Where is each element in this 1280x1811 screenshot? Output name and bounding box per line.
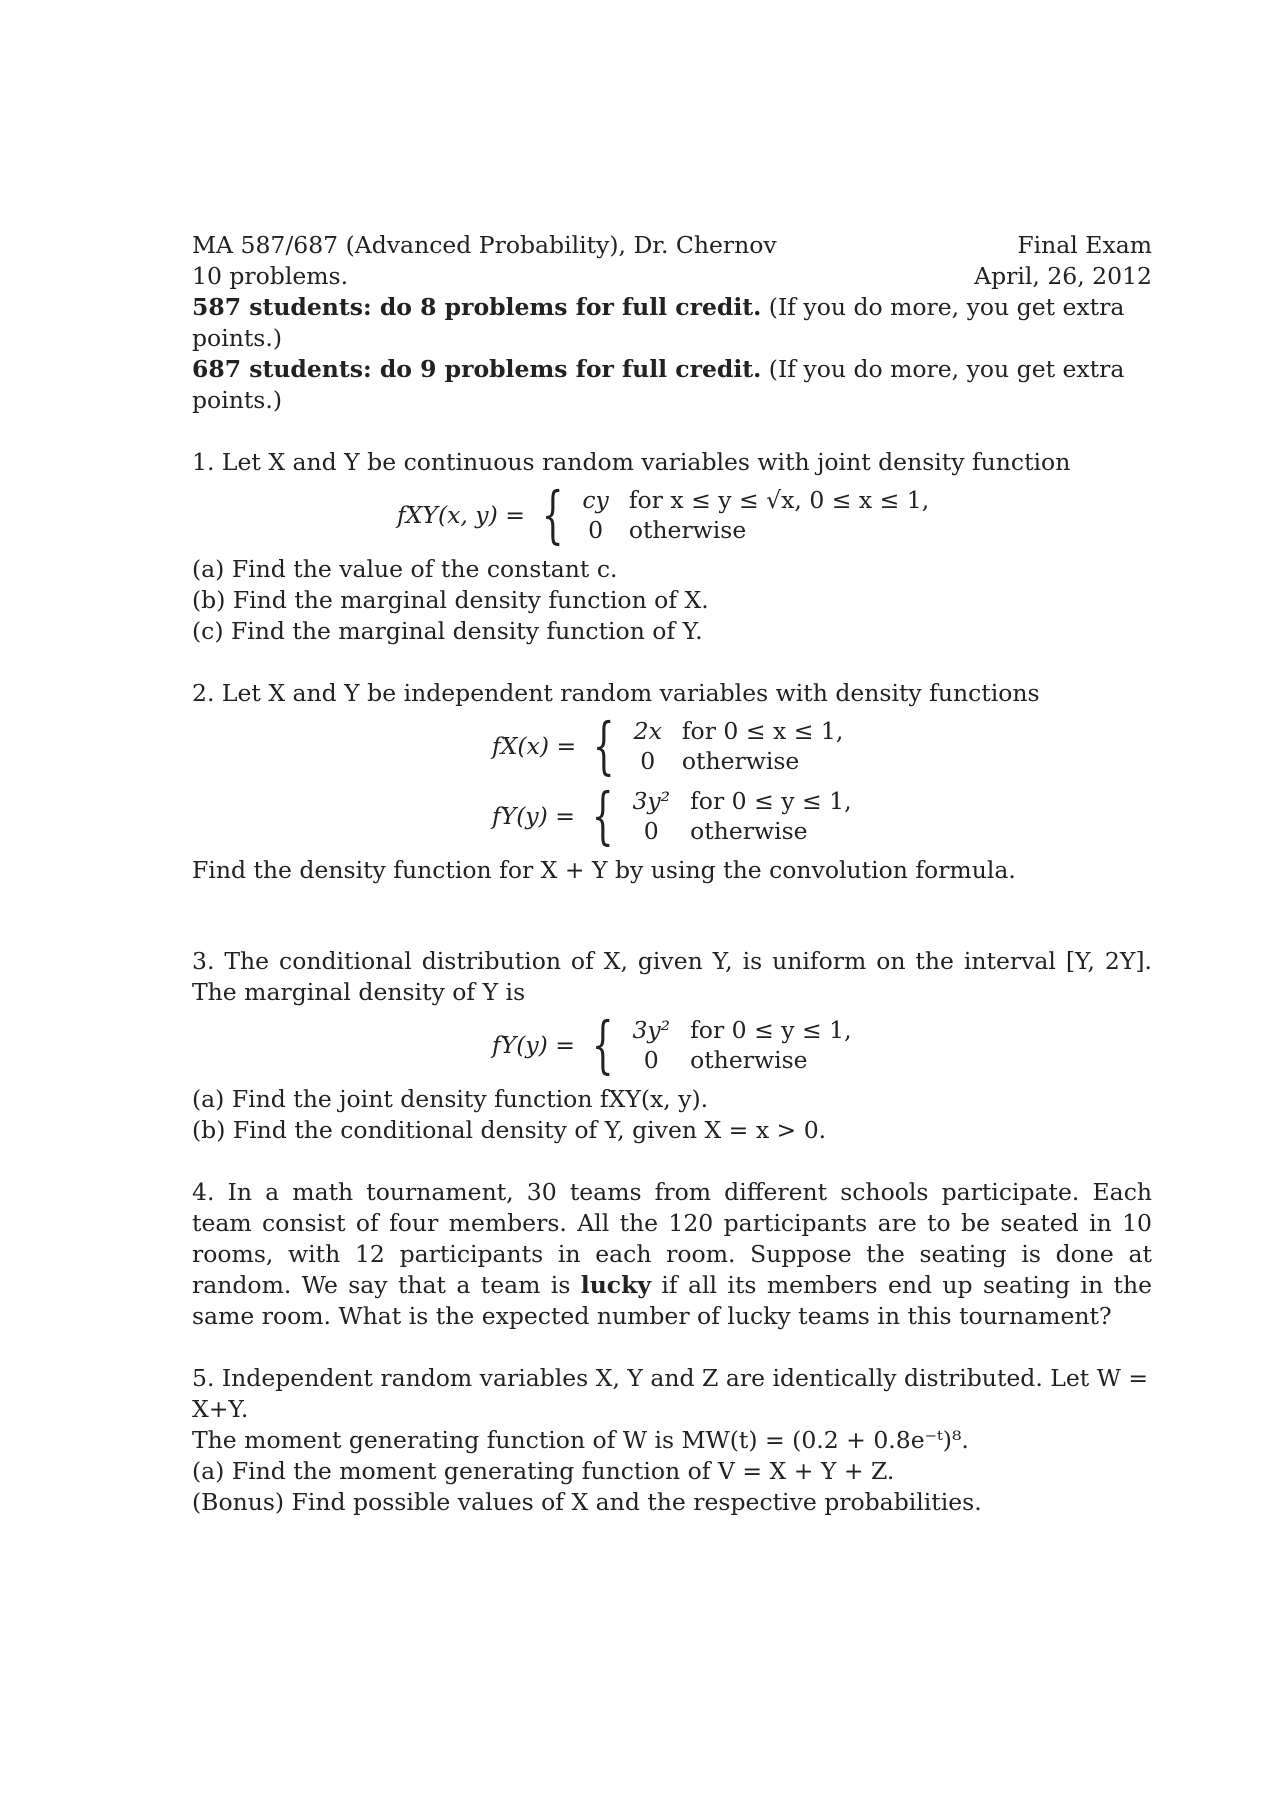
p2-fy-case1-value: 3y² (632, 787, 671, 815)
problem-3-cases (632, 1015, 851, 1075)
problem-2-fx-lhs: fX(x) = (492, 731, 577, 760)
problem-1-lhs: fXY(x, y) = (397, 500, 525, 529)
problem-3-part-b: (b) Find the conditional density of Y, given X = x > 0. (192, 1116, 827, 1144)
exam-title: Final Exam (1017, 231, 1152, 259)
p3-case1-value: 3y² (632, 1016, 671, 1044)
p2-fx-case1-value: 2x (633, 717, 662, 745)
problem-3-part-a: (a) Find the joint density function fXY(x, y). (192, 1085, 709, 1113)
rule-587-bold: 587 students: do 8 problems for full credit. (192, 293, 762, 321)
p2-fy-case2-condition: otherwise (690, 817, 808, 845)
problem-4-text-after: if all its members end up seating in the same room. What is the expected number of lucky teams in this tournament? (192, 1271, 1152, 1330)
left-brace-icon: { (541, 478, 564, 551)
problem-5-mgf: The moment generating function of W is MW(t) = (0.2 + 0.8e⁻ᵗ)⁸. (192, 1426, 969, 1454)
p3-case2-condition: otherwise (690, 1046, 808, 1074)
problem-2-fx-cases (634, 716, 844, 776)
problem-4-lucky: lucky (580, 1271, 652, 1299)
problem-1-part-a: (a) Find the value of the constant c. (192, 555, 618, 583)
p1-case1-condition: for x ≤ y ≤ √x, 0 ≤ x ≤ 1, (628, 486, 930, 514)
p1-case2-condition: otherwise (628, 516, 747, 544)
problems-count: 10 problems. (192, 262, 349, 290)
problem-1-cases (582, 485, 929, 545)
problem-2-fy-equation (492, 779, 1152, 852)
rule-687 (192, 354, 1152, 416)
problem-2-fy-cases (632, 786, 851, 846)
p2-fx-case2-value: 0 (640, 747, 656, 775)
problem-3-equation (492, 1008, 1152, 1081)
left-brace-icon: { (593, 709, 615, 782)
p1-case1-value: cy (582, 486, 609, 514)
problem-1-part-b: (b) Find the marginal density function of X. (192, 586, 709, 614)
problem-2-fx-equation (492, 709, 1152, 782)
problem-5-bonus: (Bonus) Find possible values of X and the respective probabilities. (192, 1488, 982, 1516)
exam-page (192, 230, 1152, 1518)
problem-5-intro: 5. Independent random variables X, Y and Z are identically distributed. Let W = X+Y. (192, 1364, 1149, 1423)
course-title: MA 587/687 (Advanced Probability), Dr. Chernov (192, 231, 777, 259)
problem-2-intro: 2. Let X and Y be independent random variables with density functions (192, 679, 1040, 707)
p3-case2-value: 0 (643, 1046, 659, 1074)
p1-case2-value: 0 (588, 516, 604, 544)
p2-fx-case2-condition: otherwise (681, 747, 800, 775)
p3-case1-condition: for 0 ≤ y ≤ 1, (690, 1016, 852, 1044)
problem-4-text-before: 4. In a math tournament, 30 teams from different schools participate. Each team consist of four members. All the 120 participants are to be seated in 10 rooms, with 12 participants in each room. Suppose the seating is done at random. We say that a team is (192, 1178, 1152, 1299)
problem-5-part-a: (a) Find the moment generating function of V = X + Y + Z. (192, 1457, 895, 1485)
header-row-1 (192, 230, 1152, 261)
problem-3-lhs: fY(y) = (492, 1030, 575, 1059)
problem-2-task: Find the density function for X + Y by using the convolution formula. (192, 856, 1016, 884)
problem-2-fy-lhs: fY(y) = (492, 801, 575, 830)
problem-1-intro: 1. Let X and Y be continuous random variables with joint density function (192, 448, 1071, 476)
exam-date: April, 26, 2012 (974, 262, 1152, 290)
problem-4-text (192, 1177, 1152, 1332)
problem-3-intro: 3. The conditional distribution of X, given Y, is uniform on the interval [Y, 2Y]. The marginal density of Y is (192, 947, 1152, 1006)
left-brace-icon: { (591, 1008, 614, 1081)
p2-fy-case2-value: 0 (643, 817, 659, 845)
rule-587 (192, 292, 1152, 354)
p2-fx-case1-condition: for 0 ≤ x ≤ 1, (681, 717, 844, 745)
problem-1-equation (397, 478, 1152, 551)
left-brace-icon: { (591, 779, 614, 852)
p2-fy-case1-condition: for 0 ≤ y ≤ 1, (690, 787, 852, 815)
header-row-2 (192, 261, 1152, 292)
rule-687-rest: (If you do more, you get extra points.) (192, 355, 1125, 414)
problem-1-part-c: (c) Find the marginal density function of Y. (192, 617, 703, 645)
rule-587-rest: (If you do more, you get extra points.) (192, 293, 1125, 352)
rule-687-bold: 687 students: do 9 problems for full credit. (192, 355, 762, 383)
